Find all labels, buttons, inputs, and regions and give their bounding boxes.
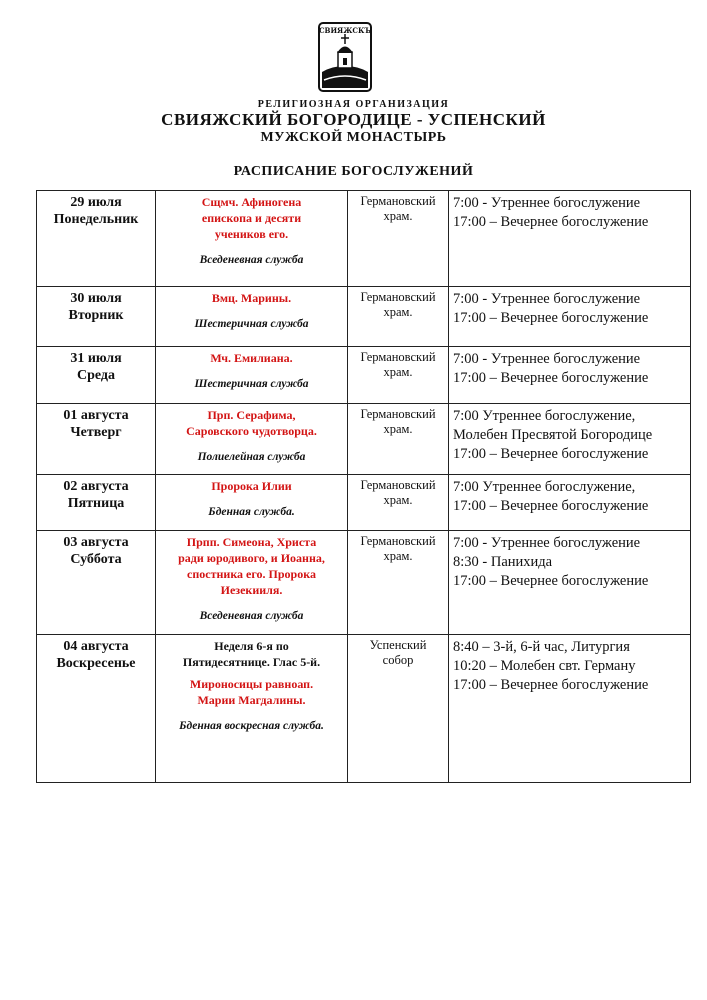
place-line: Германовский: [360, 350, 436, 364]
date-cell: [37, 635, 156, 783]
document-title: РАСПИСАНИЕ БОГОСЛУЖЕНИЙ: [233, 164, 474, 179]
place-line: Германовский: [360, 194, 436, 208]
date-cell: [37, 287, 156, 347]
place-line: храм.: [383, 365, 413, 379]
feast-cell: [156, 191, 348, 287]
row-date: 30 июля: [70, 291, 122, 306]
feast-cell: [156, 347, 348, 404]
feast-line: Марии Магдалины.: [197, 693, 306, 707]
place-cell: [348, 635, 449, 783]
row-date: 29 июля: [70, 195, 122, 210]
place-line: храм.: [383, 305, 413, 319]
feast-cell: [156, 635, 348, 783]
service-type: Шестеричная служба: [194, 378, 309, 390]
times-cell: [449, 287, 691, 347]
feast-cell: [156, 404, 348, 475]
organization-subtitle: МУЖСКОЙ МОНАСТЫРЬ: [260, 130, 447, 145]
row-weekday: Воскресенье: [56, 656, 136, 671]
feast-line: Мч. Емилиана.: [210, 351, 293, 365]
row-weekday: Понедельник: [53, 212, 139, 227]
schedule-row: [37, 531, 691, 635]
time-entry: 7:00 - Утреннее богослужение: [453, 195, 641, 211]
schedule-row: [37, 287, 691, 347]
row-date: 31 июля: [70, 351, 122, 366]
monastery-logo-icon: [318, 22, 372, 92]
organization-type: РЕЛИГИОЗНАЯ ОРГАНИЗАЦИЯ: [257, 99, 450, 110]
feast-line: Прпп. Симеона, Христа: [186, 535, 317, 549]
feast-line: Сщмч. Афиногена: [201, 195, 302, 209]
times-cell: [449, 475, 691, 531]
place-line: Успенский: [369, 638, 427, 652]
row-date: 03 августа: [63, 535, 129, 550]
row-date: 01 августа: [63, 408, 129, 423]
schedule-row: [37, 635, 691, 783]
time-entry: 17:00 – Вечернее богослужение: [453, 214, 649, 230]
row-date: 02 августа: [63, 479, 129, 494]
service-type: Вседеневная служба: [199, 610, 304, 622]
row-weekday: Четверг: [70, 425, 122, 440]
place-line: Германовский: [360, 407, 436, 421]
feast-line: Иезекииля.: [220, 583, 283, 597]
time-entry: 17:00 – Вечернее богослужение: [453, 310, 649, 326]
time-entry: 10:20 – Молебен свт. Герману: [453, 658, 636, 674]
organization-name: СВИЯЖСКИЙ БОГОРОДИЦЕ - УСПЕНСКИЙ: [161, 110, 546, 129]
row-weekday: Суббота: [70, 552, 122, 567]
time-entry: 17:00 – Вечернее богослужение: [453, 498, 649, 514]
feast-line: Саровского чудотворца.: [186, 424, 317, 438]
feast-line-black: Пятидесятнице. Глас 5-й.: [182, 655, 321, 669]
feast-line: епископа и десяти: [201, 211, 302, 225]
feast-cell: [156, 475, 348, 531]
place-line: храм.: [383, 422, 413, 436]
service-type: Бденная служба.: [208, 506, 295, 518]
feast-line: Вмц. Марины.: [211, 291, 292, 305]
feast-line: учеников его.: [214, 227, 289, 241]
service-type: Вседеневная служба: [199, 254, 304, 266]
time-entry: 8:40 – 3-й, 6-й час, Литургия: [453, 639, 630, 655]
place-line: Германовский: [360, 478, 436, 492]
schedule-row: [37, 191, 691, 287]
feast-line-black: Неделя 6-я по: [214, 639, 289, 653]
place-cell: [348, 475, 449, 531]
times-cell: [449, 635, 691, 783]
row-weekday: Вторник: [68, 308, 124, 323]
schedule-row: [37, 347, 691, 404]
time-entry: 8:30 - Панихида: [453, 554, 553, 570]
schedule-row: [37, 475, 691, 531]
date-cell: [37, 347, 156, 404]
service-type: Бденная воскресная служба.: [179, 720, 324, 732]
feast-line: Прп. Серафима,: [207, 408, 296, 422]
feast-cell: [156, 287, 348, 347]
time-entry: 7:00 - Утреннее богослужение: [453, 291, 641, 307]
date-cell: [37, 404, 156, 475]
place-line: Германовский: [360, 290, 436, 304]
date-cell: [37, 191, 156, 287]
row-weekday: Среда: [76, 368, 115, 383]
schedule-row: [37, 404, 691, 475]
place-line: храм.: [383, 209, 413, 223]
feast-cell: [156, 531, 348, 635]
feast-line: ради юродивого, и Иоанна,: [178, 551, 325, 565]
times-cell: [449, 531, 691, 635]
row-date: 04 августа: [63, 639, 129, 654]
place-cell: [348, 531, 449, 635]
date-cell: [37, 475, 156, 531]
feast-line: спостника его. Пророка: [187, 567, 316, 581]
times-cell: [449, 404, 691, 475]
time-entry: 17:00 – Вечернее богослужение: [453, 446, 649, 462]
feast-line: Пророка Илии: [211, 479, 292, 493]
place-line: Германовский: [360, 534, 436, 548]
place-line: храм.: [383, 493, 413, 507]
place-line: собор: [382, 653, 414, 667]
row-weekday: Пятница: [67, 496, 125, 511]
service-type: Полиелейная служба: [197, 451, 306, 463]
place-cell: [348, 347, 449, 404]
time-entry: 7:00 Утреннее богослужение,: [453, 479, 636, 495]
time-entry: 17:00 – Вечернее богослужение: [453, 370, 649, 386]
time-entry: 7:00 Утреннее богослужение,: [453, 408, 636, 424]
svg-text:СВИЯЖСКЪ: СВИЯЖСКЪ: [318, 26, 372, 35]
time-entry: 17:00 – Вечернее богослужение: [453, 677, 649, 693]
time-entry: 7:00 - Утреннее богослужение: [453, 535, 641, 551]
place-cell: [348, 404, 449, 475]
service-type: Шестеричная служба: [194, 318, 309, 330]
time-entry: 17:00 – Вечернее богослужение: [453, 573, 649, 589]
date-cell: [37, 531, 156, 635]
schedule-table: [36, 190, 691, 783]
feast-line: Мироносицы равноап.: [189, 677, 314, 691]
times-cell: [449, 347, 691, 404]
place-line: храм.: [383, 549, 413, 563]
times-cell: [449, 191, 691, 287]
place-cell: [348, 191, 449, 287]
place-cell: [348, 287, 449, 347]
time-entry: 7:00 - Утреннее богослужение: [453, 351, 641, 367]
time-entry: Молебен Пресвятой Богородице: [453, 427, 653, 443]
